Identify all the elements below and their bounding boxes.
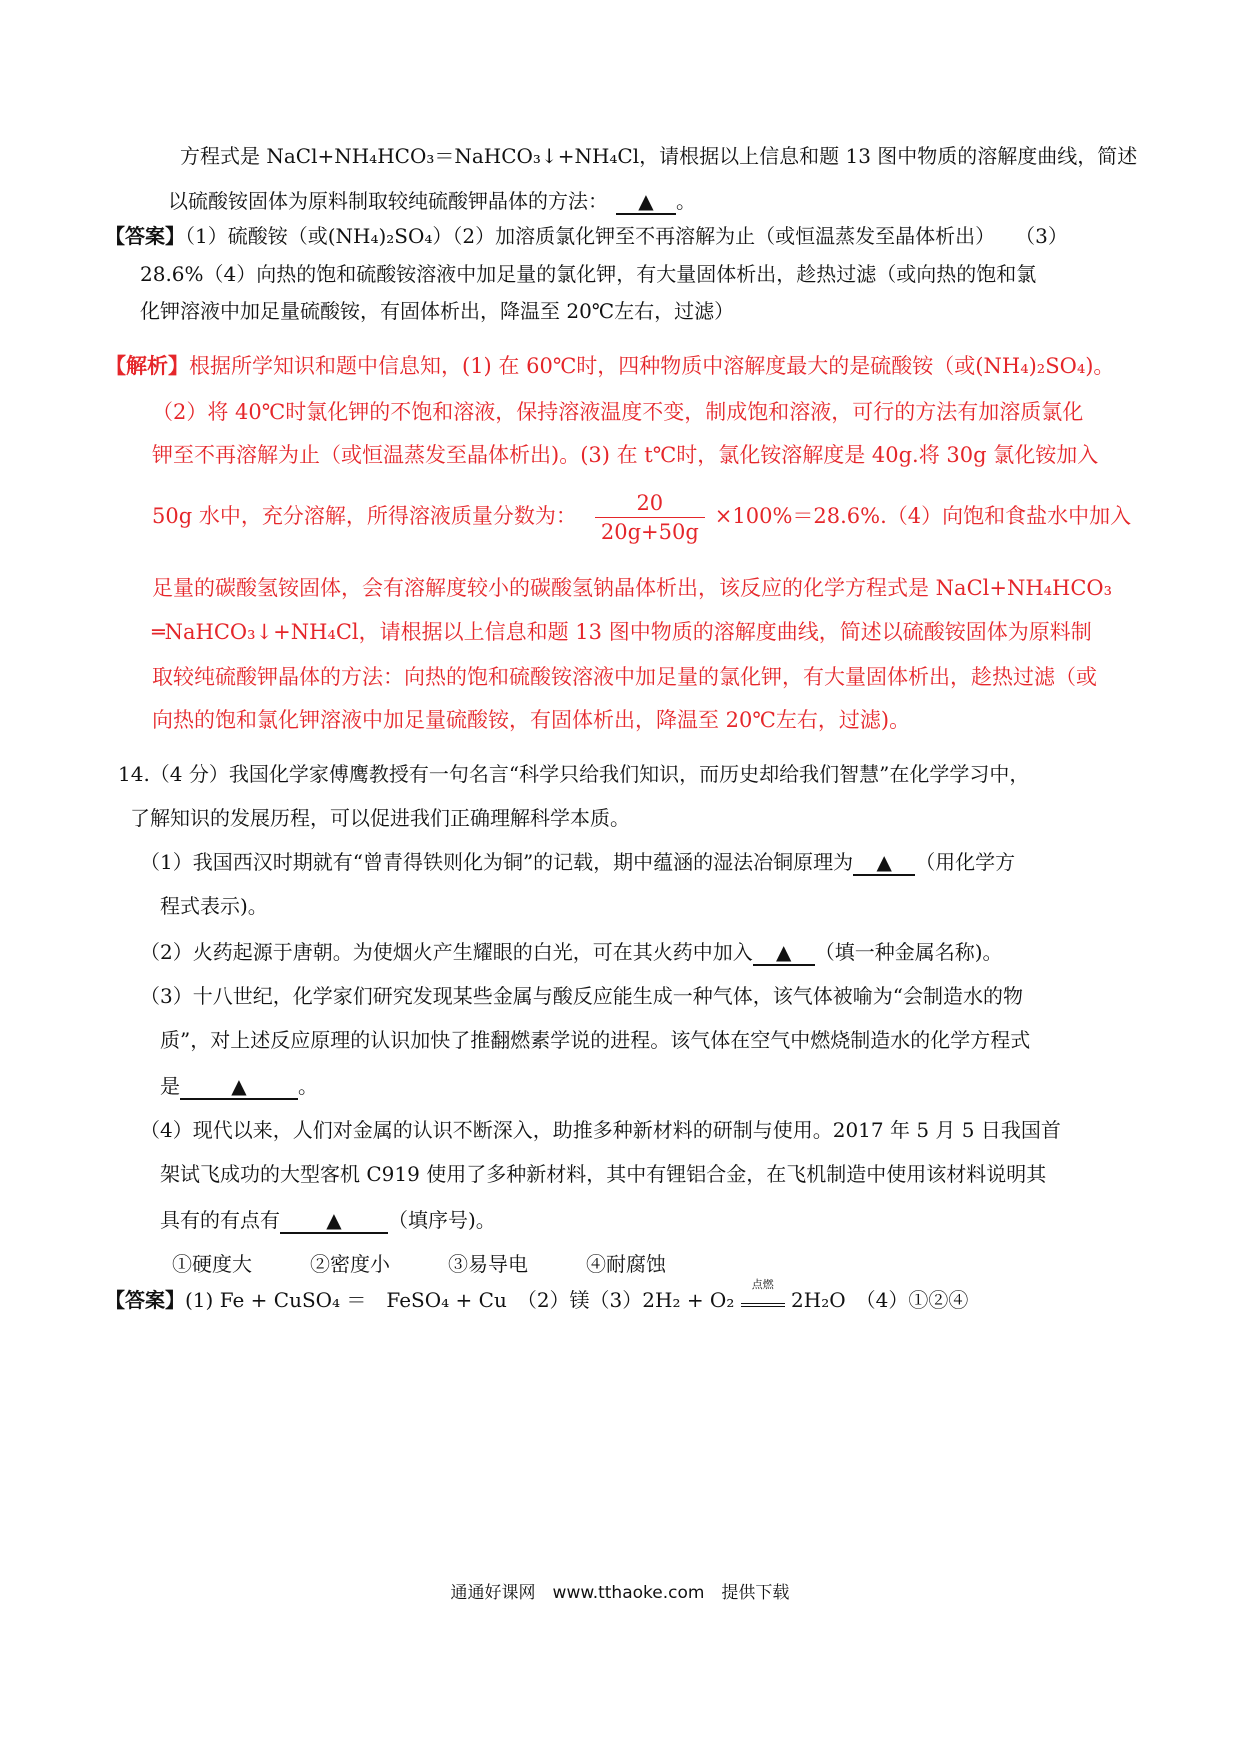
question-text-line: 了解知识的发展历程，可以促进我们正确理解科学本质。 bbox=[130, 806, 630, 830]
analysis-text: ×100%＝28.6%.（4）向饱和食盐水中加入 bbox=[714, 504, 1132, 528]
question-text: （用化学方 bbox=[915, 850, 1016, 874]
sub-question-1 bbox=[140, 848, 1015, 876]
analysis-line: 足量的碳酸氢铵固体，会有溶解度较小的碳酸氢钠晶体析出，该反应的化学方程式是 NaCl+NH₄HCO₃ bbox=[152, 576, 1113, 600]
analysis-line: ═NaHCO₃↓+NH₄Cl，请根据以上信息和题 13 图中物质的溶解度曲线，简述以硫酸铵固体为原料制 bbox=[152, 620, 1092, 644]
fraction-numerator: 20 bbox=[636, 491, 664, 515]
answer-line: 化钾溶液中加足量硫酸铵，有固体析出，降温至 20℃左右，过滤） bbox=[140, 299, 735, 323]
question-text-line bbox=[160, 1072, 318, 1100]
analysis-line: （2）将 40℃时氯化钾的不饱和溶液，保持溶液温度不变，制成饱和溶液，可行的方法有加溶质氯化 bbox=[152, 400, 1084, 424]
question-title: 14.（4 分）我国化学家傅鹰教授有一句名言“科学只给我们知识，而历史却给我们智慧”在化学学习中， bbox=[118, 762, 1030, 786]
answer-line bbox=[105, 222, 1068, 250]
condition-label: 点燃 bbox=[751, 1278, 774, 1291]
equals-sign bbox=[741, 1303, 785, 1307]
analysis-line bbox=[152, 489, 1131, 546]
answer-blank: ▲ bbox=[616, 189, 676, 215]
page-footer: 通通好课网 www.tthaoke.com 提供下载 bbox=[450, 1583, 790, 1603]
option-3: ③易导电 bbox=[448, 1252, 528, 1276]
analysis-line: 向热的饱和氯化钾溶液中加足量硫酸铵，有固体析出，降温至 20℃左右，过滤)。 bbox=[152, 708, 911, 732]
option-2: ②密度小 bbox=[310, 1252, 390, 1276]
answer-blank: ▲ bbox=[180, 1074, 298, 1100]
analysis-line bbox=[105, 352, 1114, 380]
fraction-denominator: 20g+50g bbox=[600, 520, 699, 544]
question-text: （填序号)。 bbox=[388, 1208, 496, 1232]
question-text-line bbox=[168, 187, 696, 215]
analysis-text: 50g 水中，充分溶解，所得溶液质量分数为： bbox=[152, 504, 577, 528]
question-text-line: 程式表示)。 bbox=[160, 894, 268, 918]
punctuation: 。 bbox=[298, 1074, 318, 1098]
answer-blank: ▲ bbox=[753, 940, 815, 966]
question-text-line: 质”，对上述反应原理的认识加快了推翻燃素学说的进程。该气体在空气中燃烧制造水的化学方程式 bbox=[160, 1028, 1031, 1052]
sub-question-4: （4）现代以来，人们对金属的认识不断深入，助推多种新材料的研制与使用。2017 年 5 月 5 日我国首 bbox=[140, 1118, 1061, 1142]
analysis-tag: 【解析】 bbox=[105, 353, 189, 378]
question-text: （1）我国西汉时期就有“曾青得铁则化为铜”的记载，期中蕴涵的湿法冶铜原理为 bbox=[140, 850, 854, 874]
fraction bbox=[595, 489, 705, 546]
answer-tag: 【答案】 bbox=[105, 1288, 185, 1312]
sub-question-2 bbox=[140, 938, 1003, 966]
question-text: 是 bbox=[160, 1074, 180, 1098]
question-text: （2）火药起源于唐朝。为使烟火产生耀眼的白光，可在其火药中加入 bbox=[140, 940, 753, 964]
answer-tag: 【答案】 bbox=[105, 224, 185, 248]
question-text-line: 方程式是 NaCl+NH₄HCO₃＝NaHCO₃↓+NH₄Cl，请根据以上信息和题 13 图中物质的溶解度曲线，简述 bbox=[180, 144, 1138, 168]
options-row bbox=[172, 1250, 724, 1278]
question-text-line: 架试飞成功的大型客机 C919 使用了多种新材料，其中有锂铝合金，在飞机制造中使用该材料说明其 bbox=[160, 1162, 1047, 1186]
answer-text: 2H₂O （4）①②④ bbox=[784, 1288, 969, 1312]
answer-blank: ▲ bbox=[280, 1208, 388, 1234]
question-text: 以硫酸铵固体为原料制取较纯硫酸钾晶体的方法： bbox=[168, 189, 608, 213]
answer-blank: ▲ bbox=[853, 850, 915, 876]
punctuation: 。 bbox=[676, 189, 696, 213]
analysis-text: 根据所学知识和题中信息知，(1) 在 60℃时，四种物质中溶解度最大的是硫酸铵（或(NH₄)₂SO₄)。 bbox=[189, 354, 1115, 378]
analysis-line: 钾至不再溶解为止（或恒温蒸发至晶体析出)。(3) 在 t℃时，氯化铵溶解度是 40g.将 30g 氯化铵加入 bbox=[152, 443, 1099, 467]
answer-text: （1）硫酸铵（或(NH₄)₂SO₄）（2）加溶质氯化钾至不再溶解为止（或恒温蒸发至晶体析出） （3） bbox=[185, 224, 1068, 248]
answer-line: 28.6%（4）向热的饱和硫酸铵溶液中加足量的氯化钾，有大量固体析出，趁热过滤（或向热的饱和氯 bbox=[140, 262, 1037, 286]
answer-line bbox=[105, 1278, 969, 1314]
reaction-condition bbox=[741, 1278, 785, 1307]
question-text: 具有的有点有 bbox=[160, 1208, 280, 1232]
sub-question-3: （3）十八世纪，化学家们研究发现某些金属与酸反应能生成一种气体，该气体被喻为“会制造水的物 bbox=[140, 984, 1023, 1008]
answer-text: (1) Fe + CuSO₄ ＝ FeSO₄ + Cu （2）镁（3）2H₂ + O₂ bbox=[185, 1288, 741, 1312]
option-1: ①硬度大 bbox=[172, 1252, 252, 1276]
question-text-line bbox=[160, 1206, 496, 1234]
question-text: （填一种金属名称)。 bbox=[814, 940, 1003, 964]
analysis-line: 取较纯硫酸钾晶体的方法：向热的饱和硫酸铵溶液中加足量的氯化钾，有大量固体析出，趁热过滤（或 bbox=[152, 665, 1097, 689]
option-4: ④耐腐蚀 bbox=[586, 1252, 666, 1276]
